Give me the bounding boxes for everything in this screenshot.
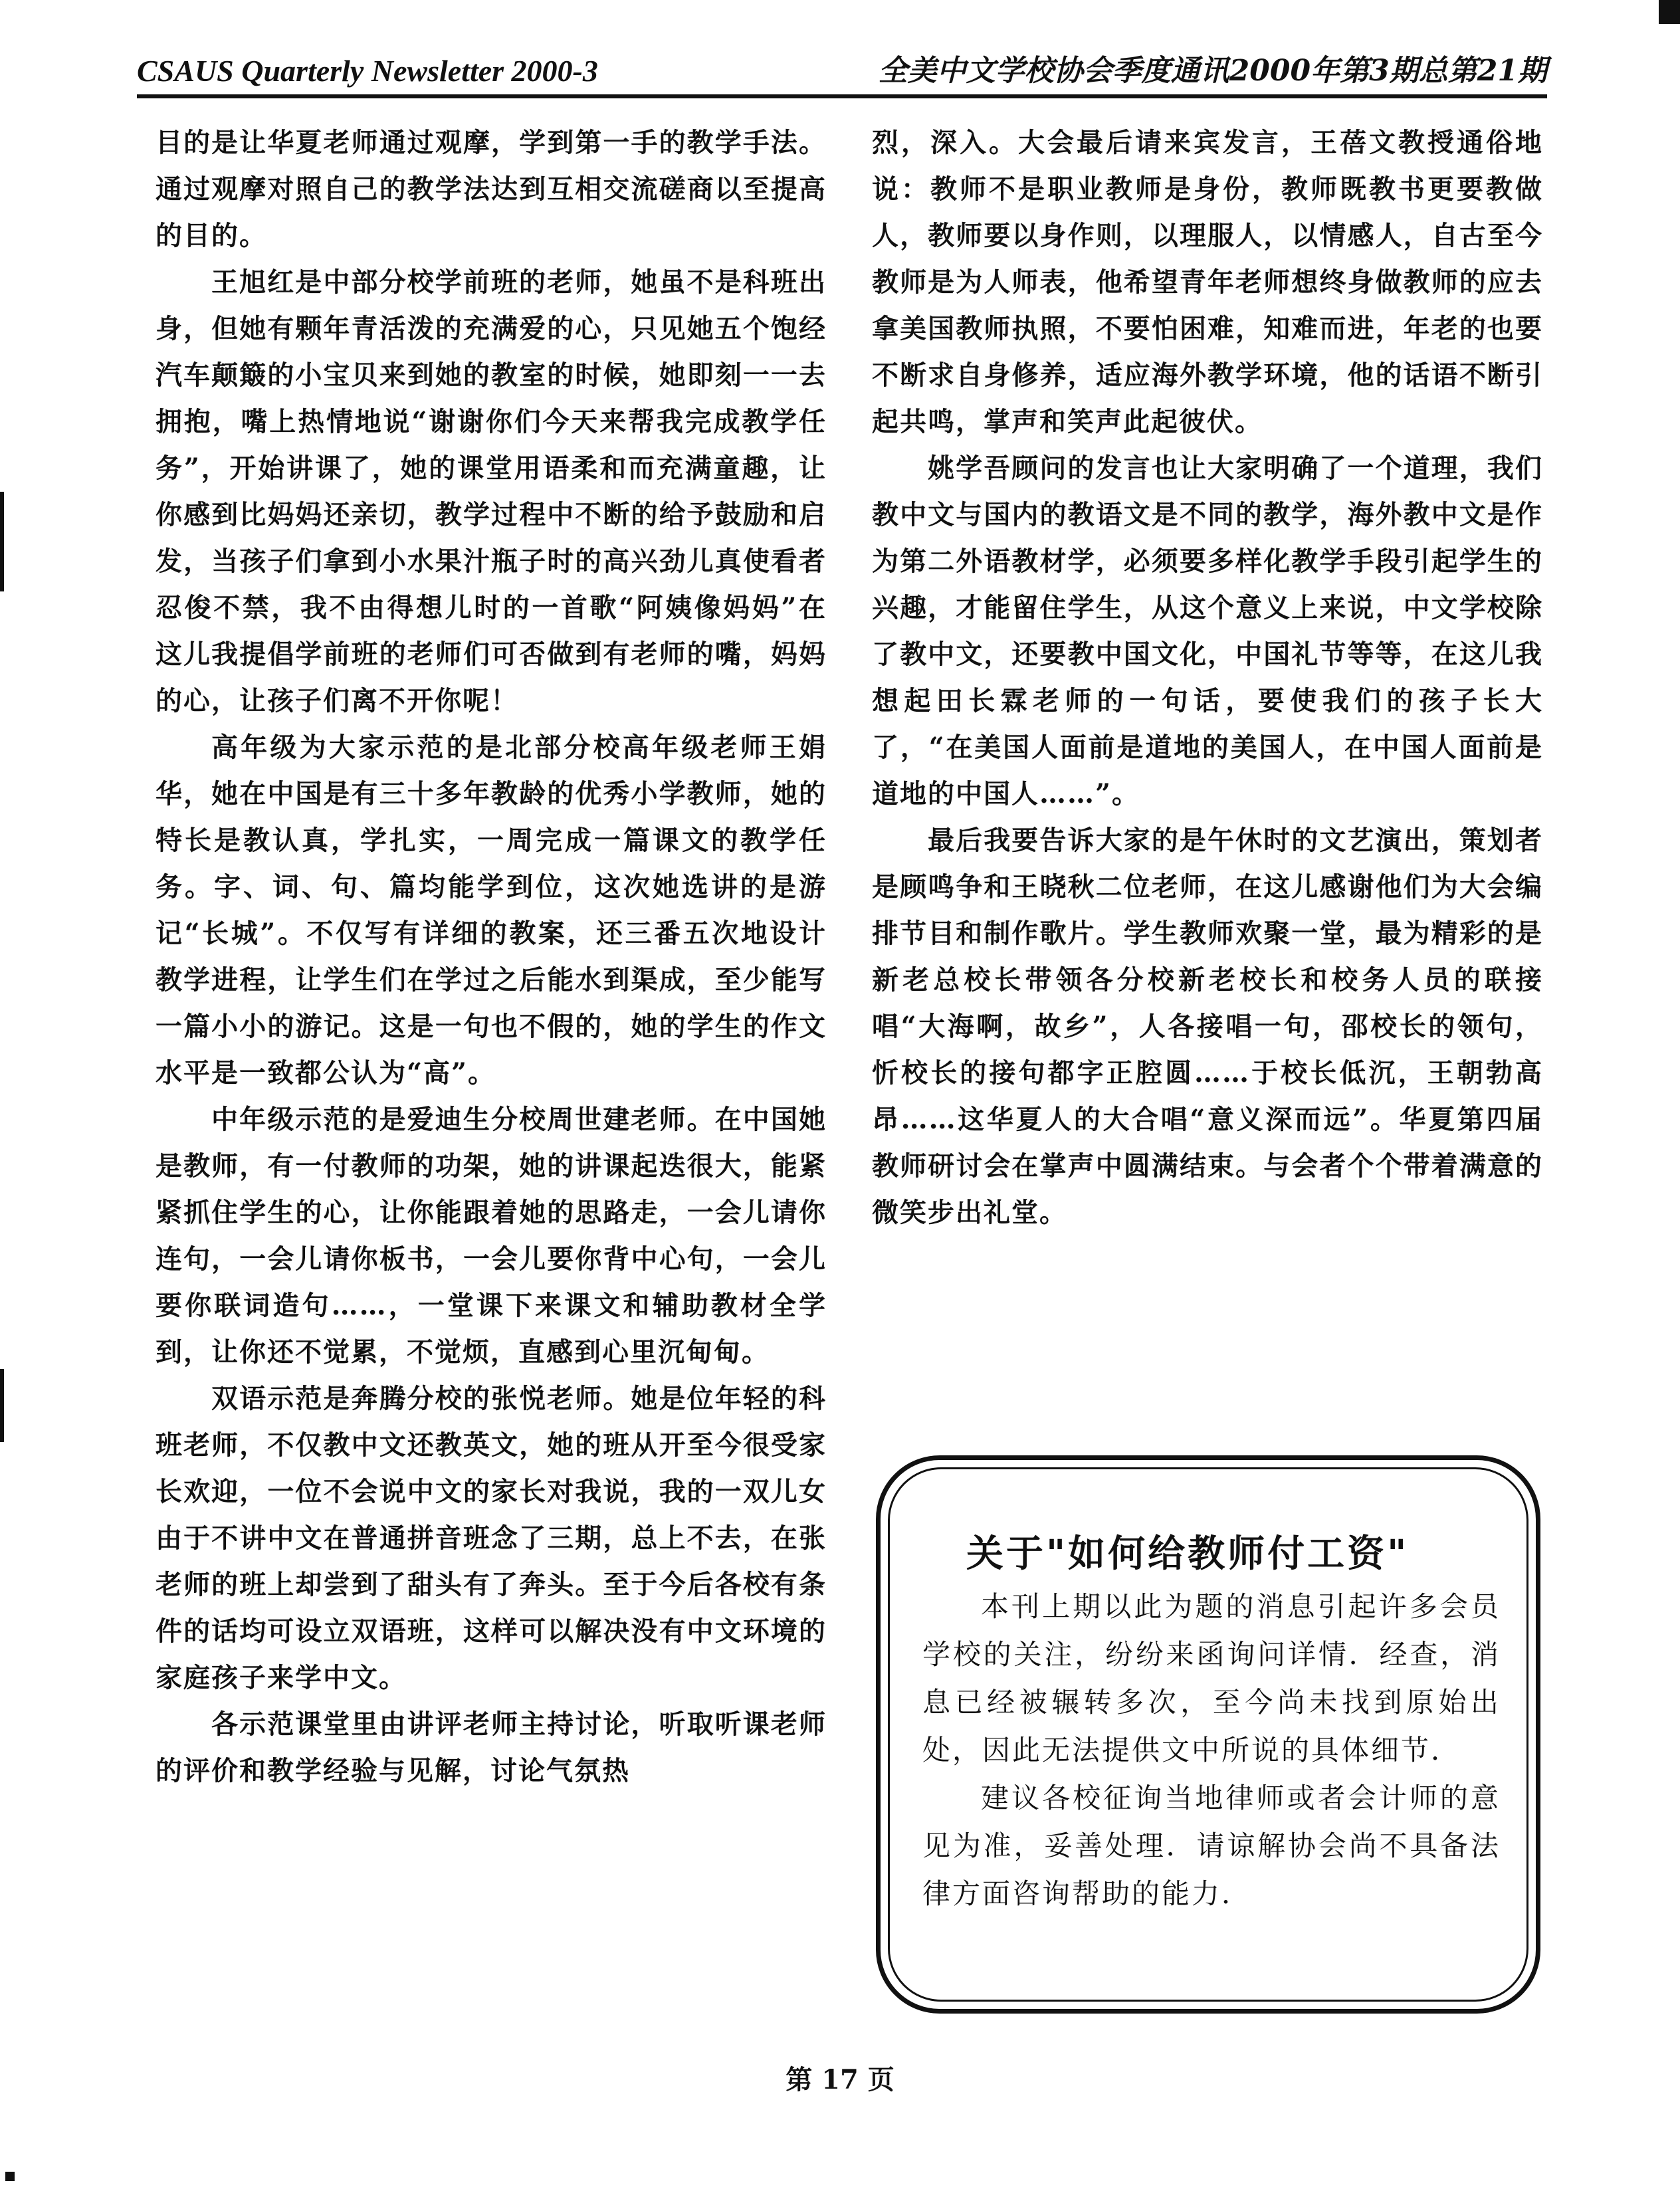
article-paragraph: 姚学吾顾问的发言也让大家明确了一个道理，我们教中文与国内的教语文是不同的教学，海外教中文是作为第二外语教材学，必须要多样化教学手段引起学生的兴趣，才能留住学生，从这个意义上来说，中文学校除了教中文，还要教中国文化，中国礼节等等，在这儿我想起田长霖老师的一句话，要使我们的孩子长大了，“在美国人面前是道地的美国人，在中国人面前是道地的中国人……”。: [872, 453, 1543, 809]
article-column-right: [872, 120, 1543, 1236]
scan-edge-mark: [0, 1369, 4, 1442]
article-paragraph: 各示范课堂里由讲评老师主持讨论，听取听课老师的评价和教学经验与见解，讨论气氛热: [156, 1709, 827, 1786]
article-paragraph: 双语示范是奔腾分校的张悦老师。她是位年轻的科班老师，不仅教中文还教英文，她的班从开至今很受家长欢迎，一位不会说中文的家长对我说，我的一双儿女由于不讲中文在普通拼音班念了三期，总上不去，在张老师的班上却尝到了甜头有了奔头。至于今后各校有条件的话均可设立双语班，这样可以解决没有中文环境的家庭孩子来学中文。: [156, 1383, 827, 1693]
article-paragraph: 最后我要告诉大家的是午休时的文艺演出，策划者是顾鸣争和王晓秋二位老师，在这儿感谢他们为大会编排节目和制作歌片。学生教师欢聚一堂，最为精彩的是新老总校长带领各分校新老校长和校务人员的联接唱“大海啊，故乡”，人各接唱一句，邵校长的领句，忻校长的接句都字正腔圆……于校长低沉，王朝勃高昂……这华夏人的大合唱“意义深而远”。华夏第四届教师研讨会在掌声中圆满结束。与会者个个带着满意的微笑步出礼堂。: [872, 825, 1543, 1228]
notice-paragraph: 建议各校征询当地律师或者会计师的意见为准，妥善处理．请谅解协会尚不具备法律方面咨询帮助的能力．: [922, 1782, 1501, 1910]
notice-title: 关于"如何给教师付工资": [966, 1532, 1410, 1576]
newsletter-title-english: CSAUS Quarterly Newsletter 2000-3: [137, 54, 598, 88]
notice-paragraph: 本刊上期以此为题的消息引起许多会员学校的关注，纷纷来函询问详情．经查，消息已经被辗转多次，至今尚未找到原始出处，因此无法提供文中所说的具体细节．: [922, 1590, 1501, 1766]
article-paragraph: 目的是让华夏老师通过观摩，学到第一手的教学手法。通过观摩对照自己的教学法达到互相交流磋商以至提高的目的。: [156, 127, 827, 251]
notice-box: [922, 1528, 1501, 1918]
header-divider: [137, 94, 1547, 98]
scan-edge-mark: [5, 2172, 15, 2181]
article-paragraph: 王旭红是中部分校学前班的老师，她虽不是科班出身，但她有颗年青活泼的充满爱的心，只见她五个饱经汽车颠簸的小宝贝来到她的教室的时候，她即刻一一去拥抱，嘴上热情地说“谢谢你们今天来帮我完成教学任务”，开始讲课了，她的课堂用语柔和而充满童趣，让你感到比妈妈还亲切，教学过程中不断的给予鼓励和启发，当孩子们拿到小水果汁瓶子时的高兴劲儿真使看者忍俊不禁，我不由得想儿时的一首歌“阿姨像妈妈”在这儿我提倡学前班的老师们可否做到有老师的嘴，妈妈的心，让孩子们离不开你呢！: [156, 266, 827, 716]
article-paragraph: 中年级示范的是爱迪生分校周世建老师。在中国她是教师，有一付教师的功架，她的讲课起迭很大，能紧紧抓住学生的心，让你能跟着她的思路走，一会儿请你连句，一会儿请你板书，一会儿要你背中心句，一会儿要你联词造句……，一堂课下来课文和辅助教材全学到，让你还不觉累，不觉烦，直感到心里沉甸甸。: [156, 1104, 827, 1368]
article-column-left: [156, 120, 827, 1794]
page-header: [137, 52, 1547, 90]
article-paragraph: 烈，深入。大会最后请来宾发言，王蓓文教授通俗地说：教师不是职业教师是身份，教师既教书更要教做人，教师要以身作则，以理服人，以情感人，自古至今教师是为人师表，他希望青年老师想终身做教师的应去拿美国教师执照，不要怕困难，知难而进，年老的也要不断求自身修养，适应海外教学环境，他的话语不断引起共鸣，掌声和笑声此起彼伏。: [872, 127, 1543, 437]
article-paragraph: 高年级为大家示范的是北部分校高年级老师王娟华，她在中国是有三十多年教龄的优秀小学教师，她的特长是教认真，学扎实，一周完成一篇课文的教学任务。字、词、句、篇均能学到位，这次她选讲的是游记“长城”。不仅写有详细的教案，还三番五次地设计教学进程，让学生们在学过之后能水到渠成，至少能写一篇小小的游记。这是一句也不假的，她的学生的作文水平是一致都公认为“高”。: [156, 732, 827, 1089]
page-number: 第 17 页: [786, 2064, 894, 2095]
scan-edge-mark: [1659, 0, 1680, 24]
scan-edge-mark: [0, 492, 4, 591]
newsletter-title-chinese: 全美中文学校协会季度通讯2000年第3期总第21期: [878, 54, 1547, 88]
